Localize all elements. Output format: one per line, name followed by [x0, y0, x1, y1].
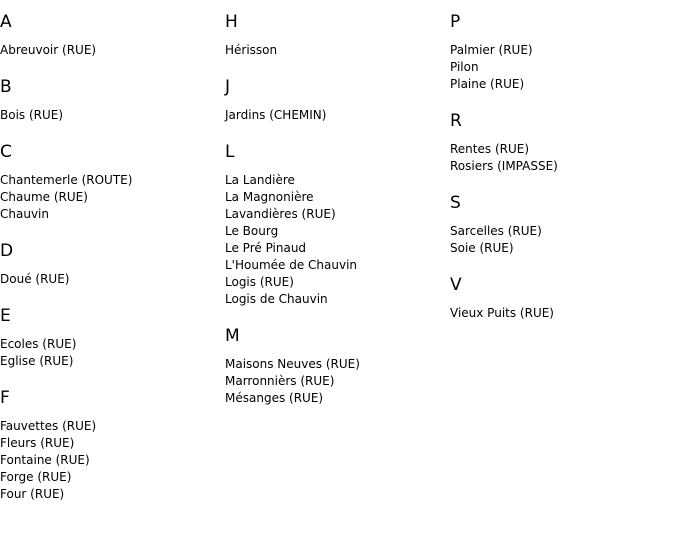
street-link[interactable]: L'Houmée de Chauvin [225, 258, 358, 272]
letter-heading: E [0, 306, 11, 326]
street-link[interactable]: Jardins (CHEMIN) [225, 108, 327, 122]
street-list [0, 107, 220, 124]
letter-group [225, 76, 445, 124]
street-link[interactable]: La Landière [225, 173, 295, 187]
letter-heading: A [0, 12, 12, 32]
letter-heading: V [450, 275, 462, 295]
letter-heading: L [225, 142, 235, 162]
street-link[interactable]: Abreuvoir (RUE) [0, 43, 97, 57]
letter-group [225, 325, 445, 407]
letter-group [0, 11, 220, 59]
street-link[interactable]: Fontaine (RUE) [0, 453, 90, 467]
letter-group [0, 305, 220, 370]
street-link[interactable]: Sarcelles (RUE) [450, 224, 542, 238]
letter-group [450, 192, 670, 257]
letter-group [450, 11, 670, 93]
street-list [225, 107, 445, 124]
letter-heading: P [450, 12, 461, 32]
letter-heading: R [450, 111, 462, 131]
letter-group [225, 141, 445, 308]
letter-group [0, 240, 220, 288]
street-link[interactable]: Mésanges (RUE) [225, 391, 324, 405]
street-link[interactable]: Rosiers (IMPASSE) [450, 159, 558, 173]
street-list [450, 223, 670, 257]
letter-group [450, 110, 670, 175]
street-link[interactable]: La Magnonière [225, 190, 314, 204]
street-list [225, 172, 445, 308]
street-link[interactable]: Pilon [450, 60, 479, 74]
street-link[interactable]: Logis de Chauvin [225, 292, 328, 306]
letter-heading: D [0, 241, 14, 261]
street-index-column-1 [0, 11, 220, 520]
letter-group [0, 141, 220, 223]
street-link[interactable]: Vieux Puits (RUE) [450, 306, 554, 320]
street-link[interactable]: Plaine (RUE) [450, 77, 525, 91]
street-list [0, 271, 220, 288]
street-list [450, 141, 670, 175]
street-list [450, 305, 670, 322]
street-index-column-2 [225, 11, 445, 424]
street-link[interactable]: Lavandières (RUE) [225, 207, 336, 221]
street-link[interactable]: Chantemerle (ROUTE) [0, 173, 133, 187]
street-link[interactable]: Chauvin [0, 207, 49, 221]
street-link[interactable]: Fauvettes (RUE) [0, 419, 97, 433]
letter-group [225, 11, 445, 59]
street-link[interactable]: Bois (RUE) [0, 108, 64, 122]
street-link[interactable]: Marronnièrs (RUE) [225, 374, 335, 388]
letter-heading: S [450, 193, 461, 213]
street-link[interactable]: Hérisson [225, 43, 278, 57]
street-link[interactable]: Rentes (RUE) [450, 142, 530, 156]
street-link[interactable]: Doué (RUE) [0, 272, 70, 286]
street-link[interactable]: Maisons Neuves (RUE) [225, 357, 360, 371]
street-link[interactable]: Le Bourg [225, 224, 279, 238]
street-list [0, 172, 220, 223]
letter-heading: C [0, 142, 12, 162]
street-index-column-3 [450, 11, 670, 339]
street-link[interactable]: Le Pré Pinaud [225, 241, 307, 255]
street-link[interactable]: Soie (RUE) [450, 241, 514, 255]
street-list [225, 42, 445, 59]
street-list [225, 356, 445, 407]
street-link[interactable]: Fleurs (RUE) [0, 436, 75, 450]
street-link[interactable]: Chaume (RUE) [0, 190, 88, 204]
letter-group [0, 387, 220, 503]
street-list [0, 42, 220, 59]
letter-group [450, 274, 670, 322]
street-link[interactable]: Forge (RUE) [0, 470, 72, 484]
street-link[interactable]: Logis (RUE) [225, 275, 294, 289]
street-list [450, 42, 670, 93]
street-link[interactable]: Ecoles (RUE) [0, 337, 77, 351]
letter-heading: B [0, 77, 12, 97]
street-list [0, 336, 220, 370]
street-link[interactable]: Palmier (RUE) [450, 43, 533, 57]
letter-group [0, 76, 220, 124]
street-list [0, 418, 220, 503]
letter-heading: M [225, 326, 240, 346]
letter-heading: H [225, 12, 238, 32]
street-link[interactable]: Four (RUE) [0, 487, 65, 501]
letter-heading: F [0, 388, 10, 408]
letter-heading: J [225, 77, 231, 97]
street-link[interactable]: Eglise (RUE) [0, 354, 74, 368]
